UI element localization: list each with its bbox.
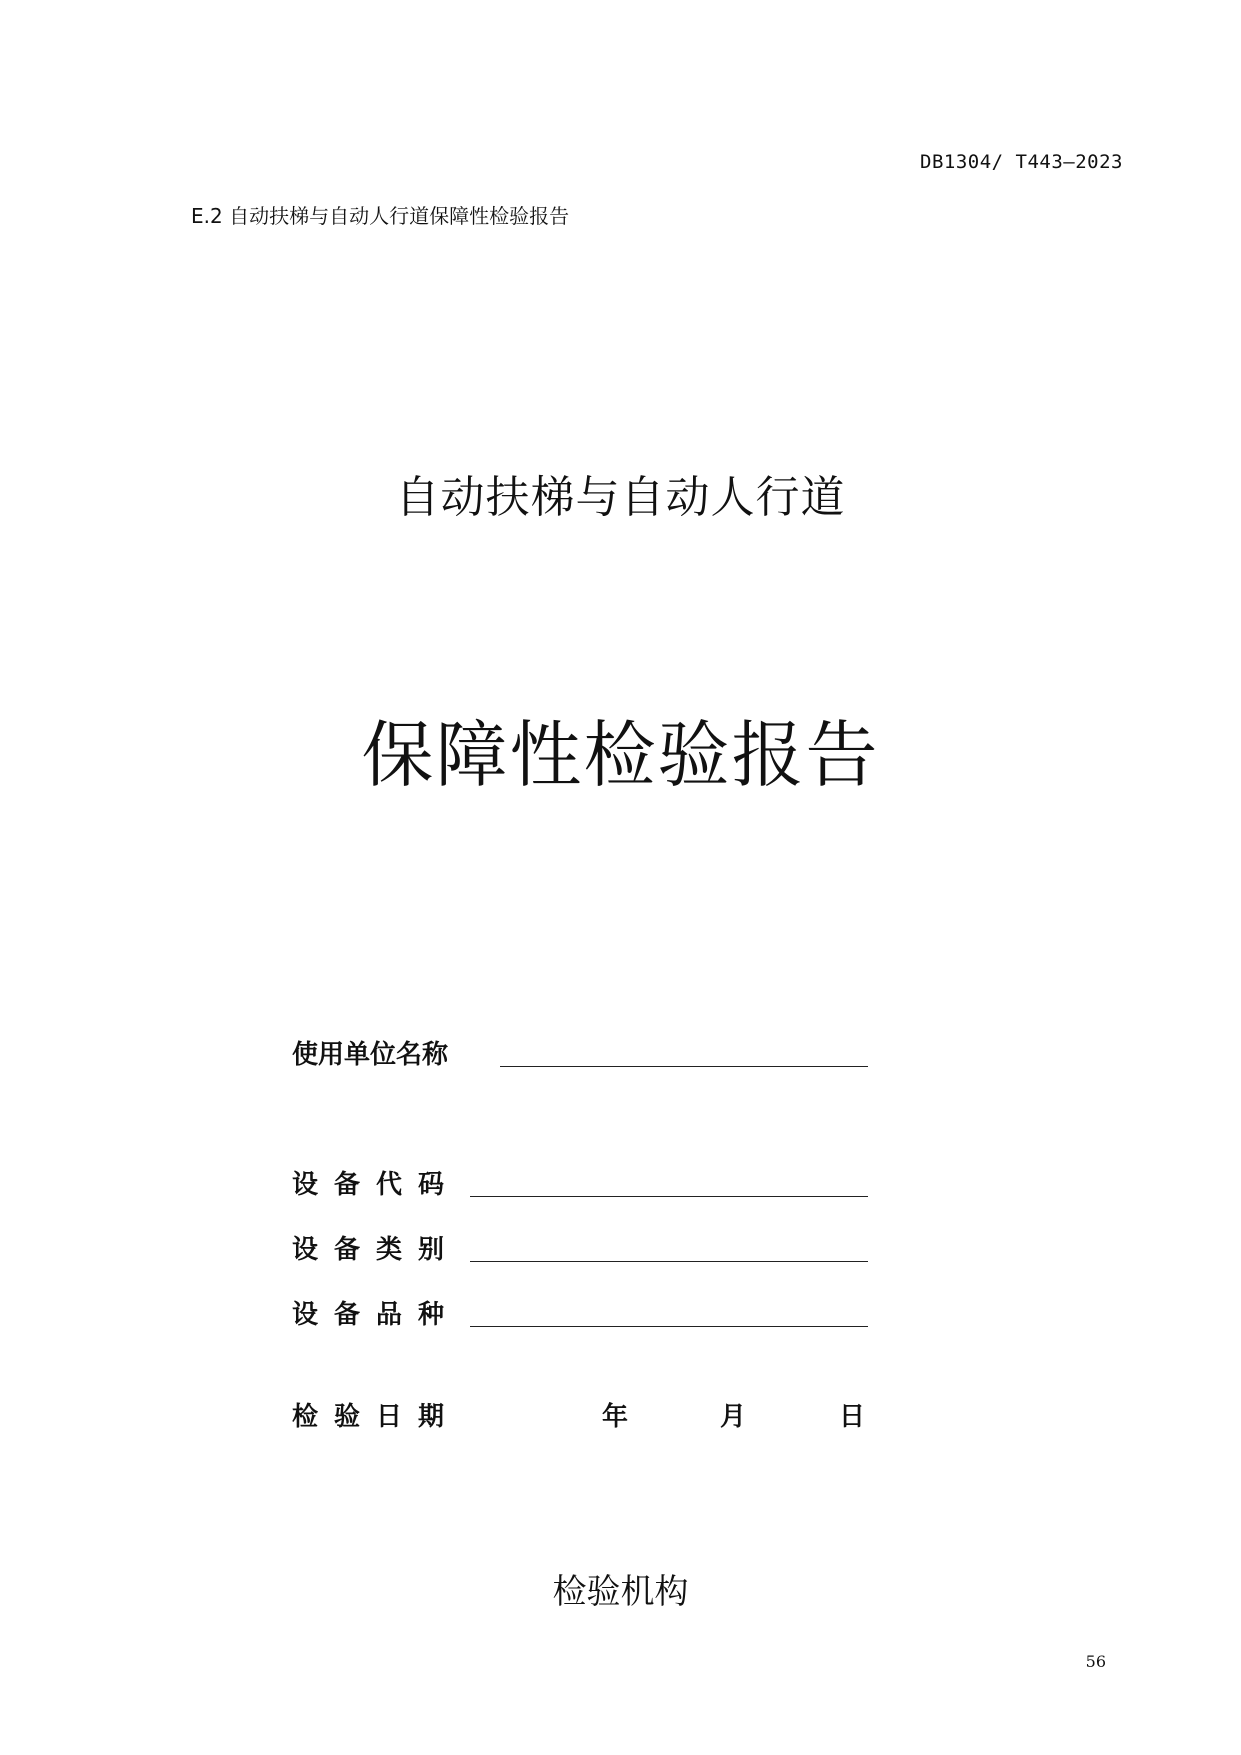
report-title-line1: 自动扶梯与自动人行道 <box>395 472 846 523</box>
user-unit-label: 使用单位名称 <box>292 1040 449 1070</box>
equipment-category-label: 设备类别 <box>292 1235 461 1265</box>
equipment-category-field <box>292 1227 460 1267</box>
inspection-date-label: 检验日期 <box>292 1402 461 1432</box>
equipment-code-input-line[interactable] <box>470 1196 868 1197</box>
equipment-code-label: 设备代码 <box>292 1170 461 1200</box>
equipment-variety-label: 设备品种 <box>292 1300 461 1330</box>
inspection-date-field <box>292 1400 872 1440</box>
equipment-code-field <box>292 1162 460 1202</box>
day-label: 日 <box>839 1402 866 1432</box>
user-unit-input-line[interactable] <box>500 1066 868 1067</box>
section-heading: E.2 自动扶梯与自动人行道保障性检验报告 <box>191 204 570 228</box>
equipment-variety-input-line[interactable] <box>470 1326 868 1327</box>
standard-code: DB1304/ T443—2023 <box>920 151 1123 173</box>
report-title-line2: 保障性检验报告 <box>361 713 880 797</box>
equipment-variety-field <box>292 1292 460 1332</box>
inspection-institution: 检验机构 <box>552 1572 689 1612</box>
year-label: 年 <box>602 1402 629 1432</box>
equipment-category-input-line[interactable] <box>470 1261 868 1262</box>
user-unit-field <box>292 1032 448 1072</box>
month-label: 月 <box>720 1402 747 1432</box>
page-number: 56 <box>1085 1652 1106 1671</box>
